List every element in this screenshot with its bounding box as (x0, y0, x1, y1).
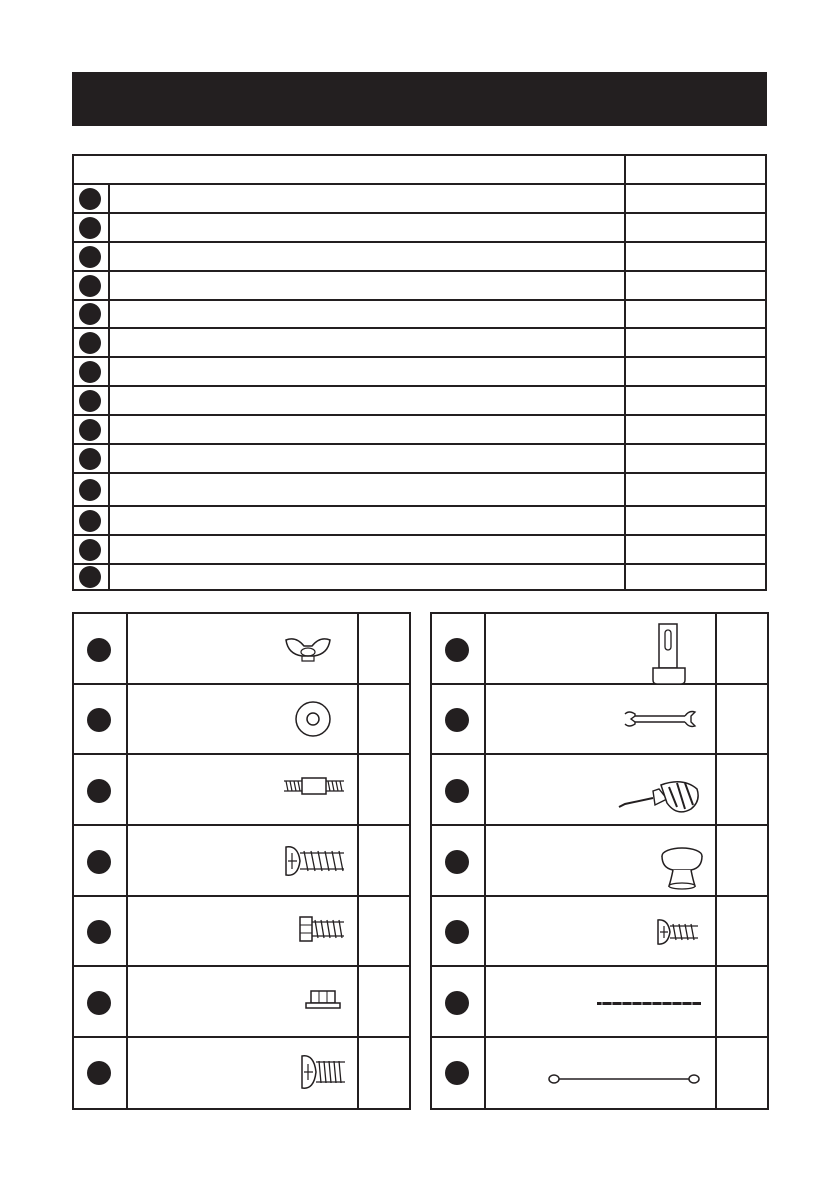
hardware-number-badge (445, 850, 469, 874)
parts-row (74, 329, 765, 358)
part-number-badge (79, 390, 101, 412)
part-number-badge (79, 188, 101, 210)
hardware-row (74, 614, 409, 685)
parts-row (74, 301, 765, 329)
hardware-number-badge (87, 991, 111, 1015)
hardware-row (74, 967, 409, 1038)
washer-icon (293, 699, 333, 744)
machine-screw-icon (298, 1052, 348, 1097)
hardware-number-badge (445, 991, 469, 1015)
part-number-badge (79, 303, 101, 325)
hardware-table-right (430, 612, 769, 1110)
hardware-row (74, 1038, 409, 1108)
parts-row (74, 536, 765, 565)
hardware-number-badge (87, 920, 111, 944)
wing-nut-icon (282, 634, 334, 669)
parts-list-table (72, 154, 767, 591)
hardware-number-badge (87, 708, 111, 732)
hardware-number-badge (87, 850, 111, 874)
hardware-number-badge (445, 1061, 469, 1085)
title-banner (72, 72, 767, 126)
wrench-icon (623, 708, 699, 735)
page-title (72, 72, 767, 100)
parts-row (74, 387, 765, 416)
parts-row (74, 474, 765, 507)
part-number-badge (79, 246, 101, 268)
part-number-badge (79, 479, 101, 501)
hardware-row (74, 897, 409, 967)
rod-icon (596, 995, 702, 1013)
parts-row (74, 243, 765, 272)
hardware-number-badge (445, 638, 469, 662)
part-number-badge (79, 539, 101, 561)
wire-loop-icon (548, 1072, 700, 1091)
hardware-row (74, 685, 409, 755)
parts-row (74, 416, 765, 445)
part-number-badge (79, 566, 101, 588)
parts-row (74, 185, 765, 214)
parts-row (74, 214, 765, 243)
parts-row (74, 445, 765, 474)
flange-nut-icon (303, 989, 343, 1016)
knob-icon (659, 846, 705, 897)
hardware-row (432, 685, 767, 755)
part-number-badge (79, 448, 101, 470)
short-screw-icon (656, 918, 700, 951)
hardware-number-badge (87, 779, 111, 803)
part-number-badge (79, 275, 101, 297)
parts-row (74, 272, 765, 301)
part-number-badge (79, 332, 101, 354)
parts-row (74, 565, 765, 591)
pan-head-screw-icon (282, 843, 348, 884)
hardware-table-left (72, 612, 411, 1110)
hardware-row (432, 826, 767, 897)
hardware-number-badge (87, 638, 111, 662)
parts-table-header (74, 156, 765, 185)
hardware-number-badge (445, 920, 469, 944)
parts-row (74, 507, 765, 536)
hardware-row (74, 755, 409, 826)
screwdriver-icon (617, 777, 701, 822)
hardware-row (432, 1038, 767, 1108)
part-number-badge (79, 419, 101, 441)
part-number-badge (79, 217, 101, 239)
hardware-row (432, 614, 767, 685)
hardware-number-badge (87, 1061, 111, 1085)
part-number-badge (79, 510, 101, 532)
hex-bolt-icon (298, 914, 346, 949)
double-end-stud-icon (282, 775, 346, 802)
hardware-number-badge (445, 779, 469, 803)
hardware-row (432, 897, 767, 967)
part-number-badge (79, 361, 101, 383)
hardware-row (432, 967, 767, 1038)
hardware-number-badge (445, 708, 469, 732)
bracket-icon (651, 622, 691, 691)
hardware-row (74, 826, 409, 897)
parts-row (74, 358, 765, 387)
hardware-row (432, 755, 767, 826)
